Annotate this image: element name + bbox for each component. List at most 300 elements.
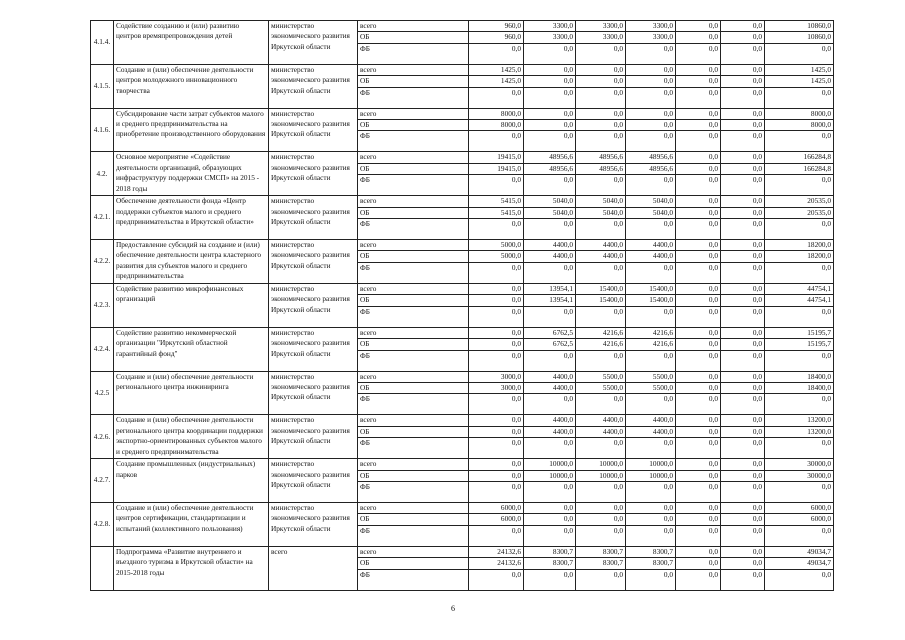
funding-source: ФБ bbox=[358, 525, 469, 546]
amount-cell: 20535,0 bbox=[765, 207, 834, 218]
amount-cell: 10000,0 bbox=[626, 459, 676, 470]
amount-cell: 0,0 bbox=[524, 108, 576, 119]
funding-source: всего bbox=[358, 459, 469, 470]
amount-cell: 5040,0 bbox=[524, 196, 576, 207]
amount-cell: 0,0 bbox=[765, 43, 834, 64]
amount-cell: 20535,0 bbox=[765, 196, 834, 207]
amount-cell: 0,0 bbox=[676, 76, 721, 87]
amount-cell: 15195,7 bbox=[765, 327, 834, 338]
amount-cell: 0,0 bbox=[576, 64, 626, 75]
amount-cell: 0,0 bbox=[469, 525, 524, 546]
amount-cell: 4216,6 bbox=[576, 327, 626, 338]
amount-cell: 0,0 bbox=[676, 459, 721, 470]
amount-cell: 48956,6 bbox=[524, 163, 576, 174]
amount-cell: 0,0 bbox=[626, 350, 676, 371]
amount-cell: 0,0 bbox=[576, 569, 626, 590]
amount-cell: 0,0 bbox=[524, 394, 576, 415]
amount-cell: 0,0 bbox=[721, 175, 765, 196]
amount-cell: 0,0 bbox=[524, 219, 576, 240]
amount-cell: 0,0 bbox=[676, 569, 721, 590]
amount-cell: 5040,0 bbox=[626, 207, 676, 218]
amount-cell: 0,0 bbox=[469, 415, 524, 426]
funding-source: ФБ bbox=[358, 350, 469, 371]
amount-cell: 0,0 bbox=[576, 394, 626, 415]
amount-cell: 5500,0 bbox=[576, 382, 626, 393]
table-row bbox=[91, 240, 834, 251]
amount-cell: 0,0 bbox=[721, 262, 765, 283]
amount-cell: 0,0 bbox=[524, 43, 576, 64]
funding-source: ОБ bbox=[358, 514, 469, 525]
amount-cell: 0,0 bbox=[721, 426, 765, 437]
amount-cell: 4400,0 bbox=[524, 382, 576, 393]
amount-cell: 0,0 bbox=[721, 327, 765, 338]
funding-source: ФБ bbox=[358, 394, 469, 415]
amount-cell: 8300,7 bbox=[626, 546, 676, 557]
amount-cell: 44754,1 bbox=[765, 295, 834, 306]
amount-cell: 0,0 bbox=[676, 240, 721, 251]
amount-cell: 0,0 bbox=[469, 394, 524, 415]
amount-cell: 0,0 bbox=[469, 350, 524, 371]
amount-cell: 0,0 bbox=[576, 481, 626, 502]
funding-source: ФБ bbox=[358, 306, 469, 327]
amount-cell: 15400,0 bbox=[626, 295, 676, 306]
amount-cell: 3300,0 bbox=[576, 21, 626, 32]
funding-source: всего bbox=[358, 64, 469, 75]
amount-cell: 0,0 bbox=[524, 569, 576, 590]
funding-source: ОБ bbox=[358, 120, 469, 131]
amount-cell: 0,0 bbox=[626, 262, 676, 283]
amount-cell: 0,0 bbox=[576, 502, 626, 513]
table-row bbox=[91, 415, 834, 426]
funding-source: ФБ bbox=[358, 262, 469, 283]
funding-source: ОБ bbox=[358, 163, 469, 174]
amount-cell: 0,0 bbox=[626, 76, 676, 87]
funding-source: ФБ bbox=[358, 175, 469, 196]
amount-cell: 4400,0 bbox=[524, 426, 576, 437]
measure-name: Основное мероприятие «Содействие деятельности организаций, образующих инфраструктуру поддержки СМСП» на 2015 - 2018 годы bbox=[114, 152, 269, 196]
amount-cell: 0,0 bbox=[721, 283, 765, 294]
amount-cell: 0,0 bbox=[626, 394, 676, 415]
funding-source: всего bbox=[358, 327, 469, 338]
amount-cell: 0,0 bbox=[721, 108, 765, 119]
amount-cell: 0,0 bbox=[524, 350, 576, 371]
amount-cell: 5040,0 bbox=[524, 207, 576, 218]
amount-cell: 30000,0 bbox=[765, 470, 834, 481]
amount-cell: 10000,0 bbox=[626, 470, 676, 481]
amount-cell: 0,0 bbox=[676, 207, 721, 218]
funding-source: ОБ bbox=[358, 295, 469, 306]
amount-cell: 0,0 bbox=[765, 569, 834, 590]
amount-cell: 4216,6 bbox=[626, 339, 676, 350]
amount-cell: 166284,8 bbox=[765, 163, 834, 174]
amount-cell: 48956,6 bbox=[626, 152, 676, 163]
amount-cell: 18400,0 bbox=[765, 371, 834, 382]
amount-cell: 0,0 bbox=[676, 481, 721, 502]
amount-cell: 0,0 bbox=[469, 306, 524, 327]
funding-source: всего bbox=[358, 108, 469, 119]
table-row bbox=[91, 196, 834, 207]
amount-cell: 0,0 bbox=[721, 438, 765, 459]
amount-cell: 4400,0 bbox=[626, 251, 676, 262]
funding-source: ФБ bbox=[358, 43, 469, 64]
amount-cell: 6762,5 bbox=[524, 327, 576, 338]
executor: министерство экономического развития Иркутской области bbox=[269, 64, 358, 108]
amount-cell: 10000,0 bbox=[576, 459, 626, 470]
amount-cell: 0,0 bbox=[524, 120, 576, 131]
row-number: 4.2.5 bbox=[91, 371, 114, 415]
amount-cell: 3300,0 bbox=[576, 32, 626, 43]
amount-cell: 10000,0 bbox=[524, 470, 576, 481]
amount-cell: 4400,0 bbox=[524, 251, 576, 262]
amount-cell: 0,0 bbox=[721, 470, 765, 481]
funding-source: всего bbox=[358, 546, 469, 557]
funding-source: ФБ bbox=[358, 131, 469, 152]
amount-cell: 0,0 bbox=[676, 152, 721, 163]
amount-cell: 48956,6 bbox=[524, 152, 576, 163]
amount-cell: 0,0 bbox=[576, 262, 626, 283]
amount-cell: 15400,0 bbox=[576, 283, 626, 294]
funding-source: всего bbox=[358, 196, 469, 207]
amount-cell: 0,0 bbox=[676, 64, 721, 75]
amount-cell: 0,0 bbox=[524, 502, 576, 513]
amount-cell: 0,0 bbox=[676, 558, 721, 569]
amount-cell: 0,0 bbox=[524, 131, 576, 152]
amount-cell: 0,0 bbox=[721, 569, 765, 590]
amount-cell: 0,0 bbox=[676, 262, 721, 283]
amount-cell: 8000,0 bbox=[765, 120, 834, 131]
amount-cell: 0,0 bbox=[676, 470, 721, 481]
amount-cell: 0,0 bbox=[626, 87, 676, 108]
amount-cell: 0,0 bbox=[576, 350, 626, 371]
amount-cell: 48956,6 bbox=[576, 163, 626, 174]
amount-cell: 13954,1 bbox=[524, 295, 576, 306]
amount-cell: 5040,0 bbox=[626, 196, 676, 207]
executor: министерство экономического развития Иркутской области bbox=[269, 371, 358, 415]
amount-cell: 0,0 bbox=[576, 306, 626, 327]
amount-cell: 10000,0 bbox=[576, 470, 626, 481]
amount-cell: 8300,7 bbox=[524, 558, 576, 569]
amount-cell: 10860,0 bbox=[765, 32, 834, 43]
amount-cell: 0,0 bbox=[765, 394, 834, 415]
executor: министерство экономического развития Иркутской области bbox=[269, 196, 358, 240]
amount-cell: 15195,7 bbox=[765, 339, 834, 350]
measure-name: Создание и (или) обеспечение деятельности центров сертификации, стандартизации и испытаний (коллективного пользования) bbox=[114, 502, 269, 546]
funding-source: всего bbox=[358, 152, 469, 163]
row-number: 4.2.1. bbox=[91, 196, 114, 240]
amount-cell: 18200,0 bbox=[765, 251, 834, 262]
amount-cell: 0,0 bbox=[469, 481, 524, 502]
amount-cell: 0,0 bbox=[676, 415, 721, 426]
amount-cell: 49034,7 bbox=[765, 558, 834, 569]
amount-cell: 0,0 bbox=[721, 350, 765, 371]
amount-cell: 6000,0 bbox=[469, 502, 524, 513]
amount-cell: 0,0 bbox=[626, 481, 676, 502]
funding-source: ОБ bbox=[358, 251, 469, 262]
amount-cell: 0,0 bbox=[469, 295, 524, 306]
amount-cell: 0,0 bbox=[765, 350, 834, 371]
amount-cell: 0,0 bbox=[721, 21, 765, 32]
amount-cell: 4400,0 bbox=[576, 251, 626, 262]
amount-cell: 24132,6 bbox=[469, 558, 524, 569]
amount-cell: 0,0 bbox=[524, 481, 576, 502]
amount-cell: 0,0 bbox=[676, 514, 721, 525]
amount-cell: 0,0 bbox=[576, 76, 626, 87]
amount-cell: 0,0 bbox=[721, 502, 765, 513]
amount-cell: 0,0 bbox=[676, 175, 721, 196]
amount-cell: 1425,0 bbox=[765, 76, 834, 87]
measure-name: Субсидирование части затрат субъектов малого и среднего предпринимательства на приобретение производственного оборудования bbox=[114, 108, 269, 152]
amount-cell: 4400,0 bbox=[626, 426, 676, 437]
amount-cell: 0,0 bbox=[765, 87, 834, 108]
amount-cell: 0,0 bbox=[676, 251, 721, 262]
amount-cell: 0,0 bbox=[676, 219, 721, 240]
amount-cell: 3000,0 bbox=[469, 382, 524, 393]
amount-cell: 0,0 bbox=[721, 219, 765, 240]
executor: министерство экономического развития Иркутской области bbox=[269, 415, 358, 459]
amount-cell: 18200,0 bbox=[765, 240, 834, 251]
amount-cell: 0,0 bbox=[469, 438, 524, 459]
amount-cell: 0,0 bbox=[676, 426, 721, 437]
amount-cell: 8300,7 bbox=[524, 546, 576, 557]
amount-cell: 0,0 bbox=[524, 262, 576, 283]
amount-cell: 5000,0 bbox=[469, 251, 524, 262]
amount-cell: 0,0 bbox=[676, 87, 721, 108]
amount-cell: 0,0 bbox=[469, 470, 524, 481]
funding-source: всего bbox=[358, 240, 469, 251]
amount-cell: 0,0 bbox=[676, 163, 721, 174]
funding-source: ОБ bbox=[358, 470, 469, 481]
table-row bbox=[91, 64, 834, 75]
funding-source: всего bbox=[358, 21, 469, 32]
amount-cell: 0,0 bbox=[626, 131, 676, 152]
amount-cell: 0,0 bbox=[626, 108, 676, 119]
amount-cell: 3300,0 bbox=[524, 21, 576, 32]
table-row bbox=[91, 459, 834, 470]
amount-cell: 0,0 bbox=[676, 339, 721, 350]
amount-cell: 4400,0 bbox=[576, 415, 626, 426]
amount-cell: 0,0 bbox=[524, 514, 576, 525]
amount-cell: 0,0 bbox=[469, 87, 524, 108]
funding-source: всего bbox=[358, 371, 469, 382]
executor: министерство экономического развития Иркутской области bbox=[269, 21, 358, 65]
amount-cell: 3300,0 bbox=[626, 21, 676, 32]
funding-source: ОБ bbox=[358, 32, 469, 43]
amount-cell: 0,0 bbox=[469, 569, 524, 590]
amount-cell: 0,0 bbox=[676, 546, 721, 557]
amount-cell: 10000,0 bbox=[524, 459, 576, 470]
amount-cell: 0,0 bbox=[676, 350, 721, 371]
amount-cell: 0,0 bbox=[721, 546, 765, 557]
amount-cell: 0,0 bbox=[721, 64, 765, 75]
amount-cell: 0,0 bbox=[721, 87, 765, 108]
executor: министерство экономического развития Иркутской области bbox=[269, 240, 358, 284]
amount-cell: 13200,0 bbox=[765, 426, 834, 437]
amount-cell: 960,0 bbox=[469, 32, 524, 43]
amount-cell: 3300,0 bbox=[524, 32, 576, 43]
amount-cell: 0,0 bbox=[721, 306, 765, 327]
amount-cell: 19415,0 bbox=[469, 152, 524, 163]
amount-cell: 0,0 bbox=[721, 240, 765, 251]
measure-name: Содействие развитию некоммерческой организации "Иркутский областной гарантийный фонд" bbox=[114, 327, 269, 371]
amount-cell: 0,0 bbox=[469, 459, 524, 470]
amount-cell: 0,0 bbox=[721, 525, 765, 546]
amount-cell: 8000,0 bbox=[469, 120, 524, 131]
executor: всего bbox=[269, 546, 358, 590]
amount-cell: 0,0 bbox=[721, 371, 765, 382]
amount-cell: 0,0 bbox=[721, 382, 765, 393]
amount-cell: 0,0 bbox=[576, 219, 626, 240]
row-number: 4.2.2. bbox=[91, 240, 114, 284]
measure-name: Создание и (или) обеспечение деятельности центров молодежного инновационного творчества bbox=[114, 64, 269, 108]
amount-cell: 0,0 bbox=[721, 131, 765, 152]
amount-cell: 4400,0 bbox=[576, 426, 626, 437]
amount-cell: 0,0 bbox=[721, 251, 765, 262]
table-row bbox=[91, 327, 834, 338]
amount-cell: 4216,6 bbox=[626, 327, 676, 338]
executor: министерство экономического развития Иркутской области bbox=[269, 152, 358, 196]
amount-cell: 166284,8 bbox=[765, 152, 834, 163]
amount-cell: 0,0 bbox=[721, 394, 765, 415]
amount-cell: 0,0 bbox=[676, 108, 721, 119]
amount-cell: 0,0 bbox=[469, 175, 524, 196]
amount-cell: 6000,0 bbox=[765, 502, 834, 513]
amount-cell: 0,0 bbox=[721, 415, 765, 426]
amount-cell: 0,0 bbox=[676, 382, 721, 393]
funding-source: всего bbox=[358, 415, 469, 426]
amount-cell: 5500,0 bbox=[576, 371, 626, 382]
funding-source: ОБ bbox=[358, 382, 469, 393]
amount-cell: 0,0 bbox=[524, 64, 576, 75]
row-number: 4.2.8. bbox=[91, 502, 114, 546]
amount-cell: 0,0 bbox=[765, 438, 834, 459]
amount-cell: 4216,6 bbox=[576, 339, 626, 350]
amount-cell: 13954,1 bbox=[524, 283, 576, 294]
table-row bbox=[91, 152, 834, 163]
executor: министерство экономического развития Иркутской области bbox=[269, 502, 358, 546]
amount-cell: 0,0 bbox=[469, 262, 524, 283]
page-number: 6 bbox=[451, 604, 455, 613]
amount-cell: 8300,7 bbox=[576, 546, 626, 557]
amount-cell: 0,0 bbox=[676, 525, 721, 546]
amount-cell: 0,0 bbox=[721, 120, 765, 131]
amount-cell: 0,0 bbox=[576, 438, 626, 459]
amount-cell: 0,0 bbox=[469, 219, 524, 240]
amount-cell: 0,0 bbox=[524, 306, 576, 327]
funding-source: ОБ bbox=[358, 207, 469, 218]
amount-cell: 5500,0 bbox=[626, 371, 676, 382]
funding-table bbox=[90, 20, 834, 591]
amount-cell: 0,0 bbox=[676, 306, 721, 327]
amount-cell: 0,0 bbox=[524, 525, 576, 546]
amount-cell: 0,0 bbox=[626, 502, 676, 513]
amount-cell: 0,0 bbox=[469, 339, 524, 350]
amount-cell: 0,0 bbox=[676, 43, 721, 64]
amount-cell: 0,0 bbox=[626, 64, 676, 75]
row-number: 4.2.6. bbox=[91, 415, 114, 459]
table-row bbox=[91, 21, 834, 32]
amount-cell: 5000,0 bbox=[469, 240, 524, 251]
amount-cell: 0,0 bbox=[469, 43, 524, 64]
amount-cell: 1425,0 bbox=[765, 64, 834, 75]
amount-cell: 0,0 bbox=[765, 481, 834, 502]
amount-cell: 0,0 bbox=[721, 339, 765, 350]
amount-cell: 4400,0 bbox=[626, 415, 676, 426]
amount-cell: 0,0 bbox=[721, 207, 765, 218]
amount-cell: 8300,7 bbox=[576, 558, 626, 569]
amount-cell: 0,0 bbox=[721, 459, 765, 470]
row-number: 4.2. bbox=[91, 152, 114, 196]
amount-cell: 30000,0 bbox=[765, 459, 834, 470]
measure-name: Предоставление субсидий на создание и (или) обеспечение деятельности центра кластерного развития для субъектов малого и среднего предпринимательства bbox=[114, 240, 269, 284]
amount-cell: 4400,0 bbox=[524, 371, 576, 382]
amount-cell: 44754,1 bbox=[765, 283, 834, 294]
row-number: 4.1.5. bbox=[91, 64, 114, 108]
amount-cell: 960,0 bbox=[469, 21, 524, 32]
table-row bbox=[91, 283, 834, 294]
amount-cell: 0,0 bbox=[676, 502, 721, 513]
amount-cell: 48956,6 bbox=[576, 152, 626, 163]
amount-cell: 5415,0 bbox=[469, 207, 524, 218]
amount-cell: 1425,0 bbox=[469, 76, 524, 87]
amount-cell: 0,0 bbox=[721, 295, 765, 306]
amount-cell: 19415,0 bbox=[469, 163, 524, 174]
amount-cell: 0,0 bbox=[524, 76, 576, 87]
amount-cell: 0,0 bbox=[469, 131, 524, 152]
amount-cell: 0,0 bbox=[469, 327, 524, 338]
row-number bbox=[91, 546, 114, 590]
amount-cell: 0,0 bbox=[765, 131, 834, 152]
amount-cell: 0,0 bbox=[576, 175, 626, 196]
amount-cell: 0,0 bbox=[721, 558, 765, 569]
amount-cell: 0,0 bbox=[676, 394, 721, 415]
amount-cell: 0,0 bbox=[765, 219, 834, 240]
amount-cell: 5415,0 bbox=[469, 196, 524, 207]
amount-cell: 0,0 bbox=[626, 514, 676, 525]
amount-cell: 0,0 bbox=[576, 43, 626, 64]
executor: министерство экономического развития Иркутской области bbox=[269, 283, 358, 327]
amount-cell: 5040,0 bbox=[576, 207, 626, 218]
amount-cell: 0,0 bbox=[576, 514, 626, 525]
amount-cell: 0,0 bbox=[676, 196, 721, 207]
measure-name: Создание и (или) обеспечение деятельности регионального центра координации поддержки экспортно-ориентированных субъектов малого и среднего предпринимательства bbox=[114, 415, 269, 459]
row-number: 4.2.3. bbox=[91, 283, 114, 327]
amount-cell: 0,0 bbox=[721, 196, 765, 207]
amount-cell: 0,0 bbox=[576, 120, 626, 131]
executor: министерство экономического развития Иркутской области bbox=[269, 327, 358, 371]
amount-cell: 49034,7 bbox=[765, 546, 834, 557]
amount-cell: 0,0 bbox=[626, 219, 676, 240]
amount-cell: 0,0 bbox=[721, 76, 765, 87]
amount-cell: 8300,7 bbox=[626, 558, 676, 569]
amount-cell: 18400,0 bbox=[765, 382, 834, 393]
amount-cell: 0,0 bbox=[576, 87, 626, 108]
amount-cell: 6762,5 bbox=[524, 339, 576, 350]
amount-cell: 0,0 bbox=[626, 175, 676, 196]
amount-cell: 0,0 bbox=[626, 306, 676, 327]
funding-source: ФБ bbox=[358, 481, 469, 502]
amount-cell: 0,0 bbox=[626, 525, 676, 546]
amount-cell: 13200,0 bbox=[765, 415, 834, 426]
amount-cell: 48956,6 bbox=[626, 163, 676, 174]
amount-cell: 6000,0 bbox=[469, 514, 524, 525]
funding-source: ОБ bbox=[358, 339, 469, 350]
amount-cell: 0,0 bbox=[676, 131, 721, 152]
measure-name: Создание промышленных (индустриальных) парков bbox=[114, 459, 269, 503]
amount-cell: 0,0 bbox=[469, 283, 524, 294]
amount-cell: 15400,0 bbox=[576, 295, 626, 306]
amount-cell: 8000,0 bbox=[469, 108, 524, 119]
funding-source: ОБ bbox=[358, 426, 469, 437]
